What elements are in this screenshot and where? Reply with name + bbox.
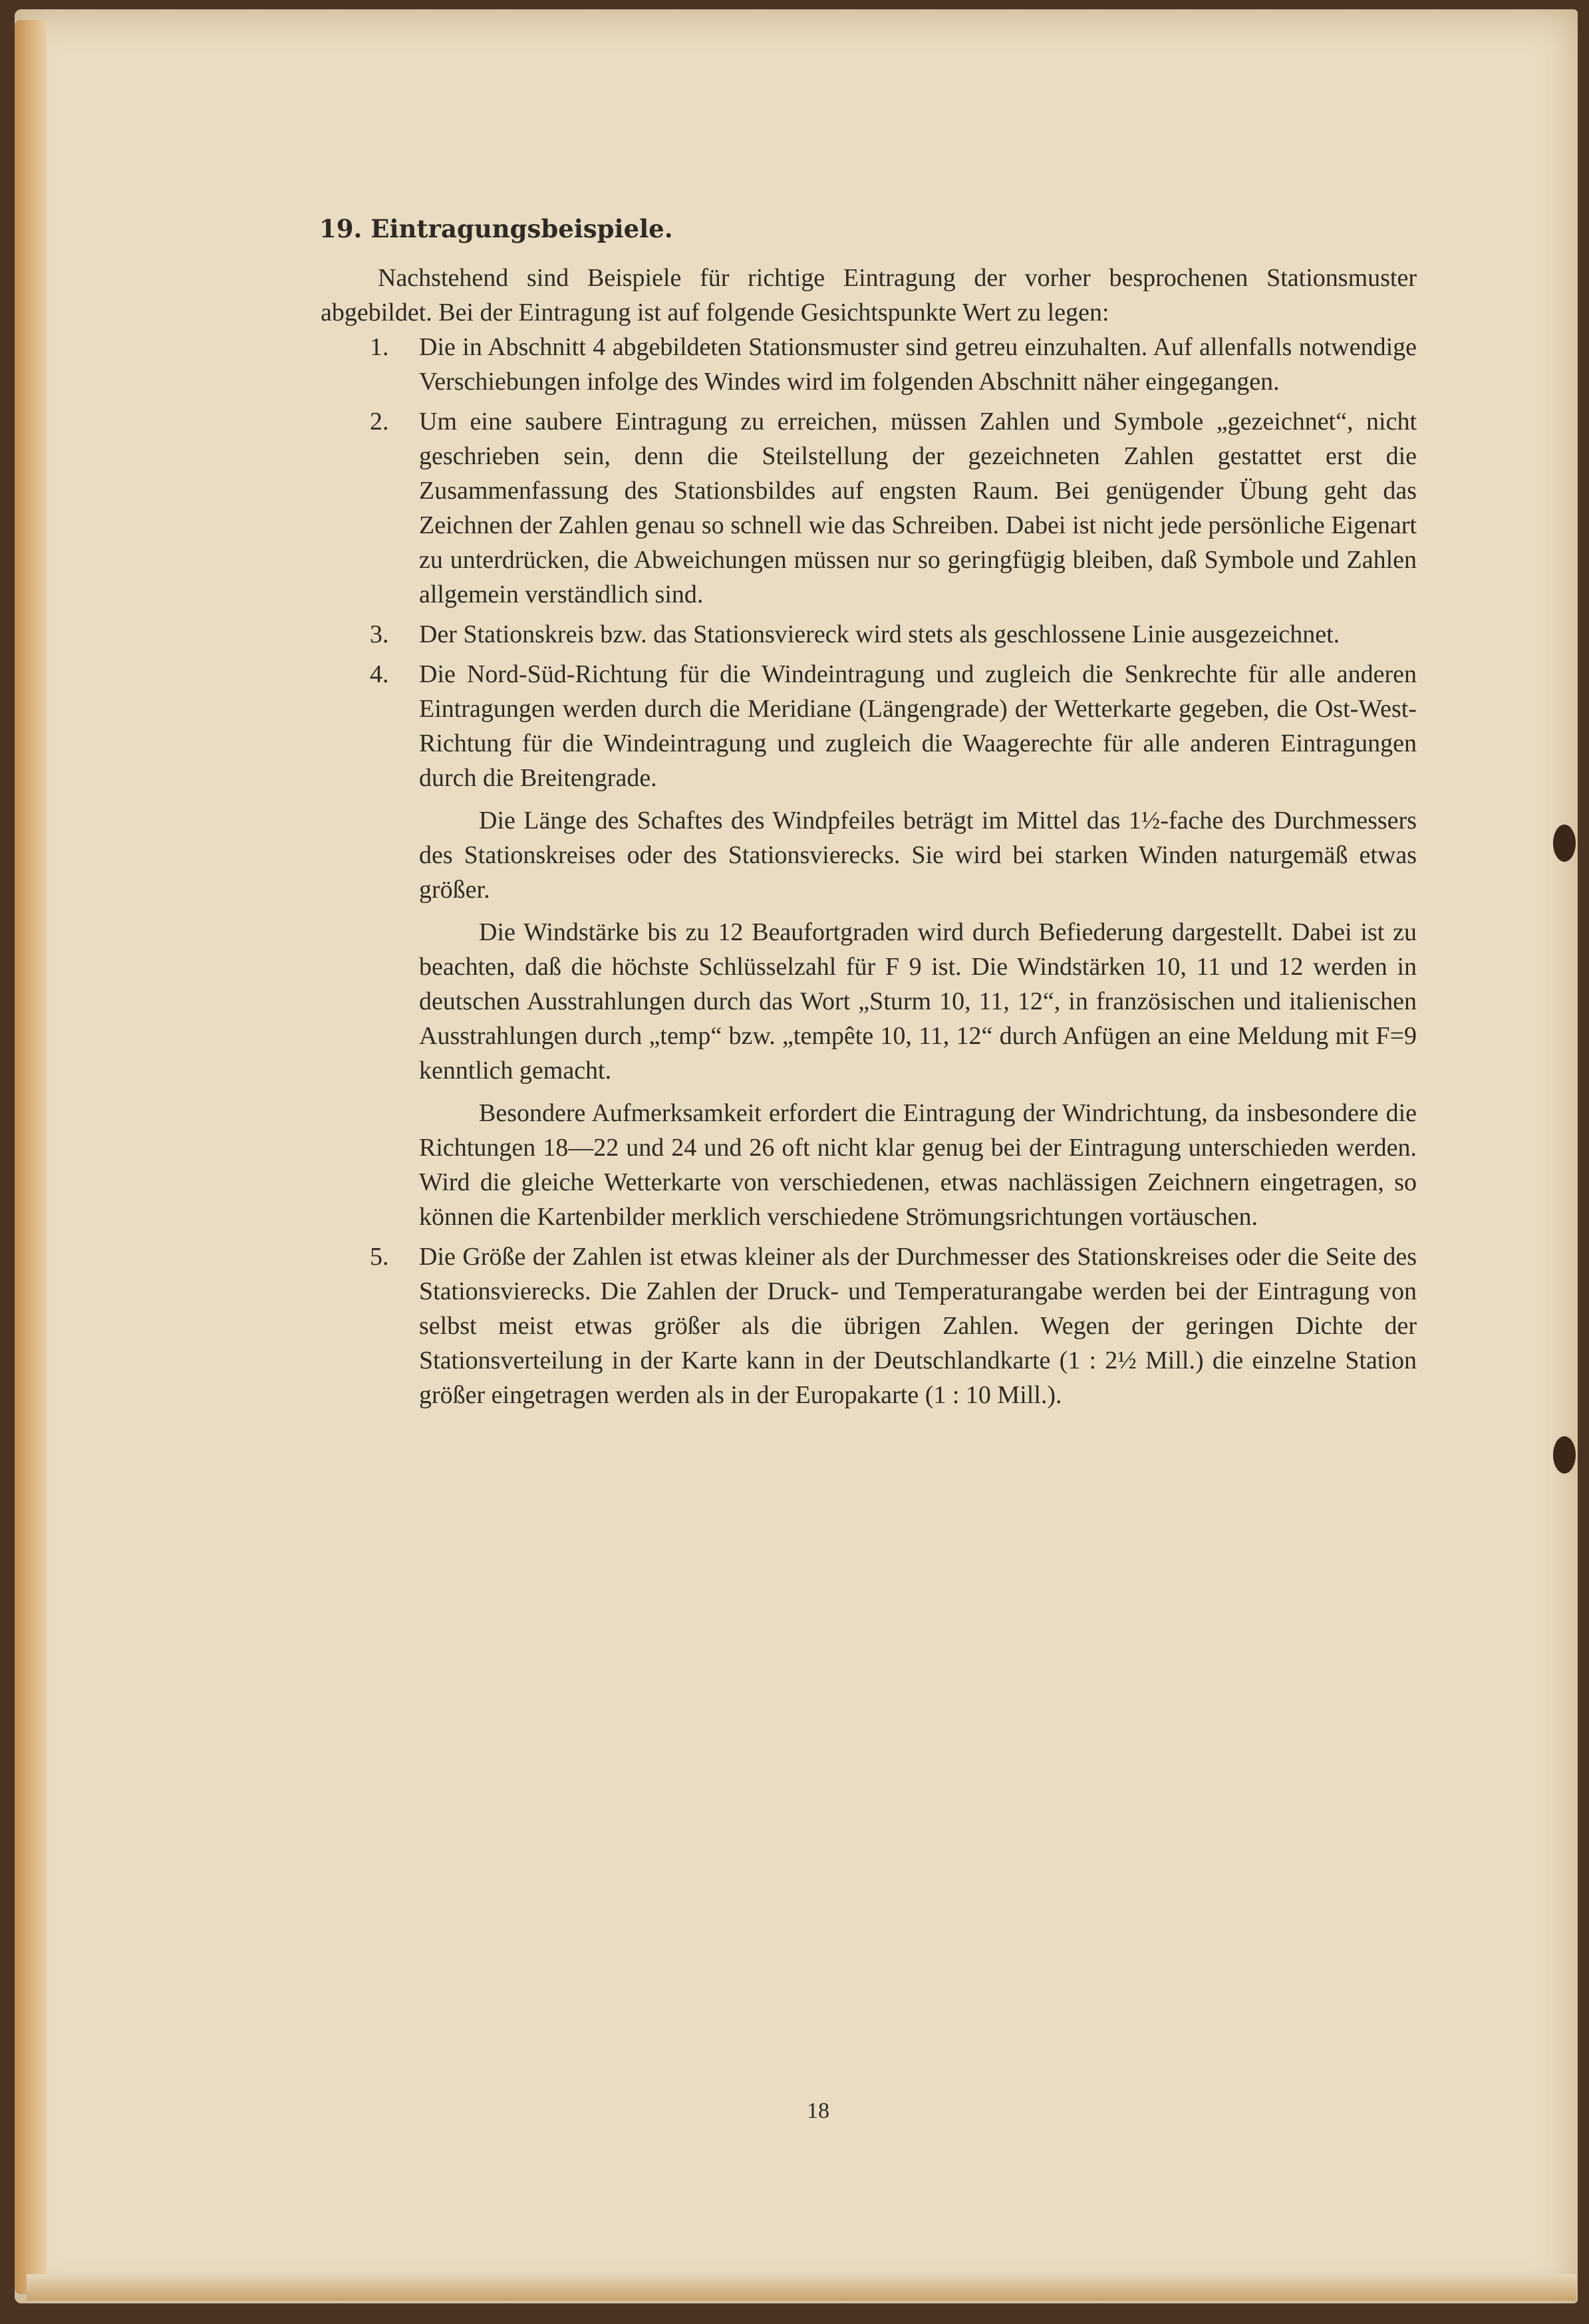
list-item	[321, 330, 1417, 399]
item-paragraph: Der Stationskreis bzw. das Stationsviereck wird stets als geschlossene Linie ausgezeichnet.	[419, 620, 1340, 648]
list-item	[321, 1239, 1417, 1412]
page-bottom-edge	[27, 2274, 1576, 2301]
item-paragraph: Die Windstärke bis zu 12 Beaufortgraden wird durch Befiederung dargestellt. Dabei ist zu beachten, daß die höchste Schlüsselzahl für F 9 ist. Die Windstärken 10, 11 und 12 werden in deutschen Ausstrahlungen durch das Wort „Sturm 10, 11, 12“, in französischen und italienischen Ausstrahlungen durch „temp“ bzw. „tempête 10, 11, 12“ durch Anfügen an eine Meldung mit F=9 kenntlich gemacht.	[419, 918, 1417, 1085]
page-number: 18	[807, 2099, 829, 2123]
item-number: 5.	[370, 1243, 389, 1271]
section-heading: 19. Eintragungsbeispiele.	[319, 214, 673, 243]
item-paragraph: Die Größe der Zahlen ist etwas kleiner als der Durchmesser des Stationskreises oder die Seite des Stationsvierecks. Die Zahlen der Druck- und Temperaturangabe werden bei der Eintragung von selbst meist etwas größer als die übrigen Zahlen. Wegen der geringen Dichte der Stationsverteilung in der Karte kann in der Deutschlandkarte (1 : 2½ Mill.) die einzelne Station größer eingetragen werden als in der Europakarte (1 : 10 Mill.).	[419, 1243, 1417, 1409]
section-body	[321, 211, 1417, 1418]
item-number: 4.	[370, 660, 389, 688]
item-number: 3.	[370, 620, 389, 648]
item-number: 1.	[370, 333, 389, 361]
item-paragraph: Die in Abschnitt 4 abgebildeten Stationsmuster sind getreu einzuhalten. Auf allenfalls notwendige Verschiebungen infolge des Windes wird im folgenden Abschnitt näher eingegangen.	[419, 333, 1417, 396]
item-paragraph: Besondere Aufmerksamkeit erfordert die Eintragung der Windrichtung, da insbesondere die Richtungen 18—22 und 24 und 26 oft nicht klar genug bei der Eintragung unterschieden werden. Wird die gleiche Wetterkarte von verschiedenen, etwas nachlässigen Zeichnern eingetragen, so können die Kartenbilder merklich verschiedene Strömungsrichtungen vortäuschen.	[419, 1099, 1417, 1231]
page-edge	[15, 20, 47, 2294]
punch-hole-upper	[1553, 825, 1576, 862]
item-paragraph: Die Länge des Schaftes des Windpfeiles beträgt im Mittel das 1½-fache des Durchmessers des Stationskreises oder des Stationsvierecks. Sie wird bei starken Winden naturgemäß etwas größer.	[419, 807, 1417, 904]
list-item	[321, 657, 1417, 1234]
item-number: 2.	[370, 408, 389, 436]
list-item	[321, 404, 1417, 612]
punch-hole-lower	[1553, 1436, 1576, 1474]
item-paragraph: Um eine saubere Eintragung zu erreichen, müssen Zahlen und Symbole „gezeichnet“, nicht geschrieben sein, denn die Steilstellung der gezeichneten Zahlen gestattet erst die Zusammenfassung des Stationsbildes auf engsten Raum. Bei genügender Übung geht das Zeichnen der Zahlen genau so schnell wie das Schreiben. Dabei ist nicht jede persönliche Eigenart zu unterdrücken, die Abweichungen müssen nur so geringfügig bleiben, daß Symbole und Zahlen allgemein verständlich sind.	[419, 408, 1417, 608]
list-item	[321, 617, 1417, 652]
item-paragraph: Die Nord-Süd-Richtung für die Windeintragung und zugleich die Senkrechte für alle anderen Eintragungen werden durch die Meridiane (Längengrade) der Wetterkarte gegeben, die Ost-West-Richtung für die Windeintragung und zugleich die Waagerechte für alle anderen Eintragungen durch die Breitengrade.	[419, 660, 1417, 792]
intro-paragraph: Nachstehend sind Beispiele für richtige Eintragung der vorher besprochenen Stationsmuster abgebildet. Bei der Eintragung ist auf folgende Gesichtspunkte Wert zu legen:	[321, 264, 1417, 326]
